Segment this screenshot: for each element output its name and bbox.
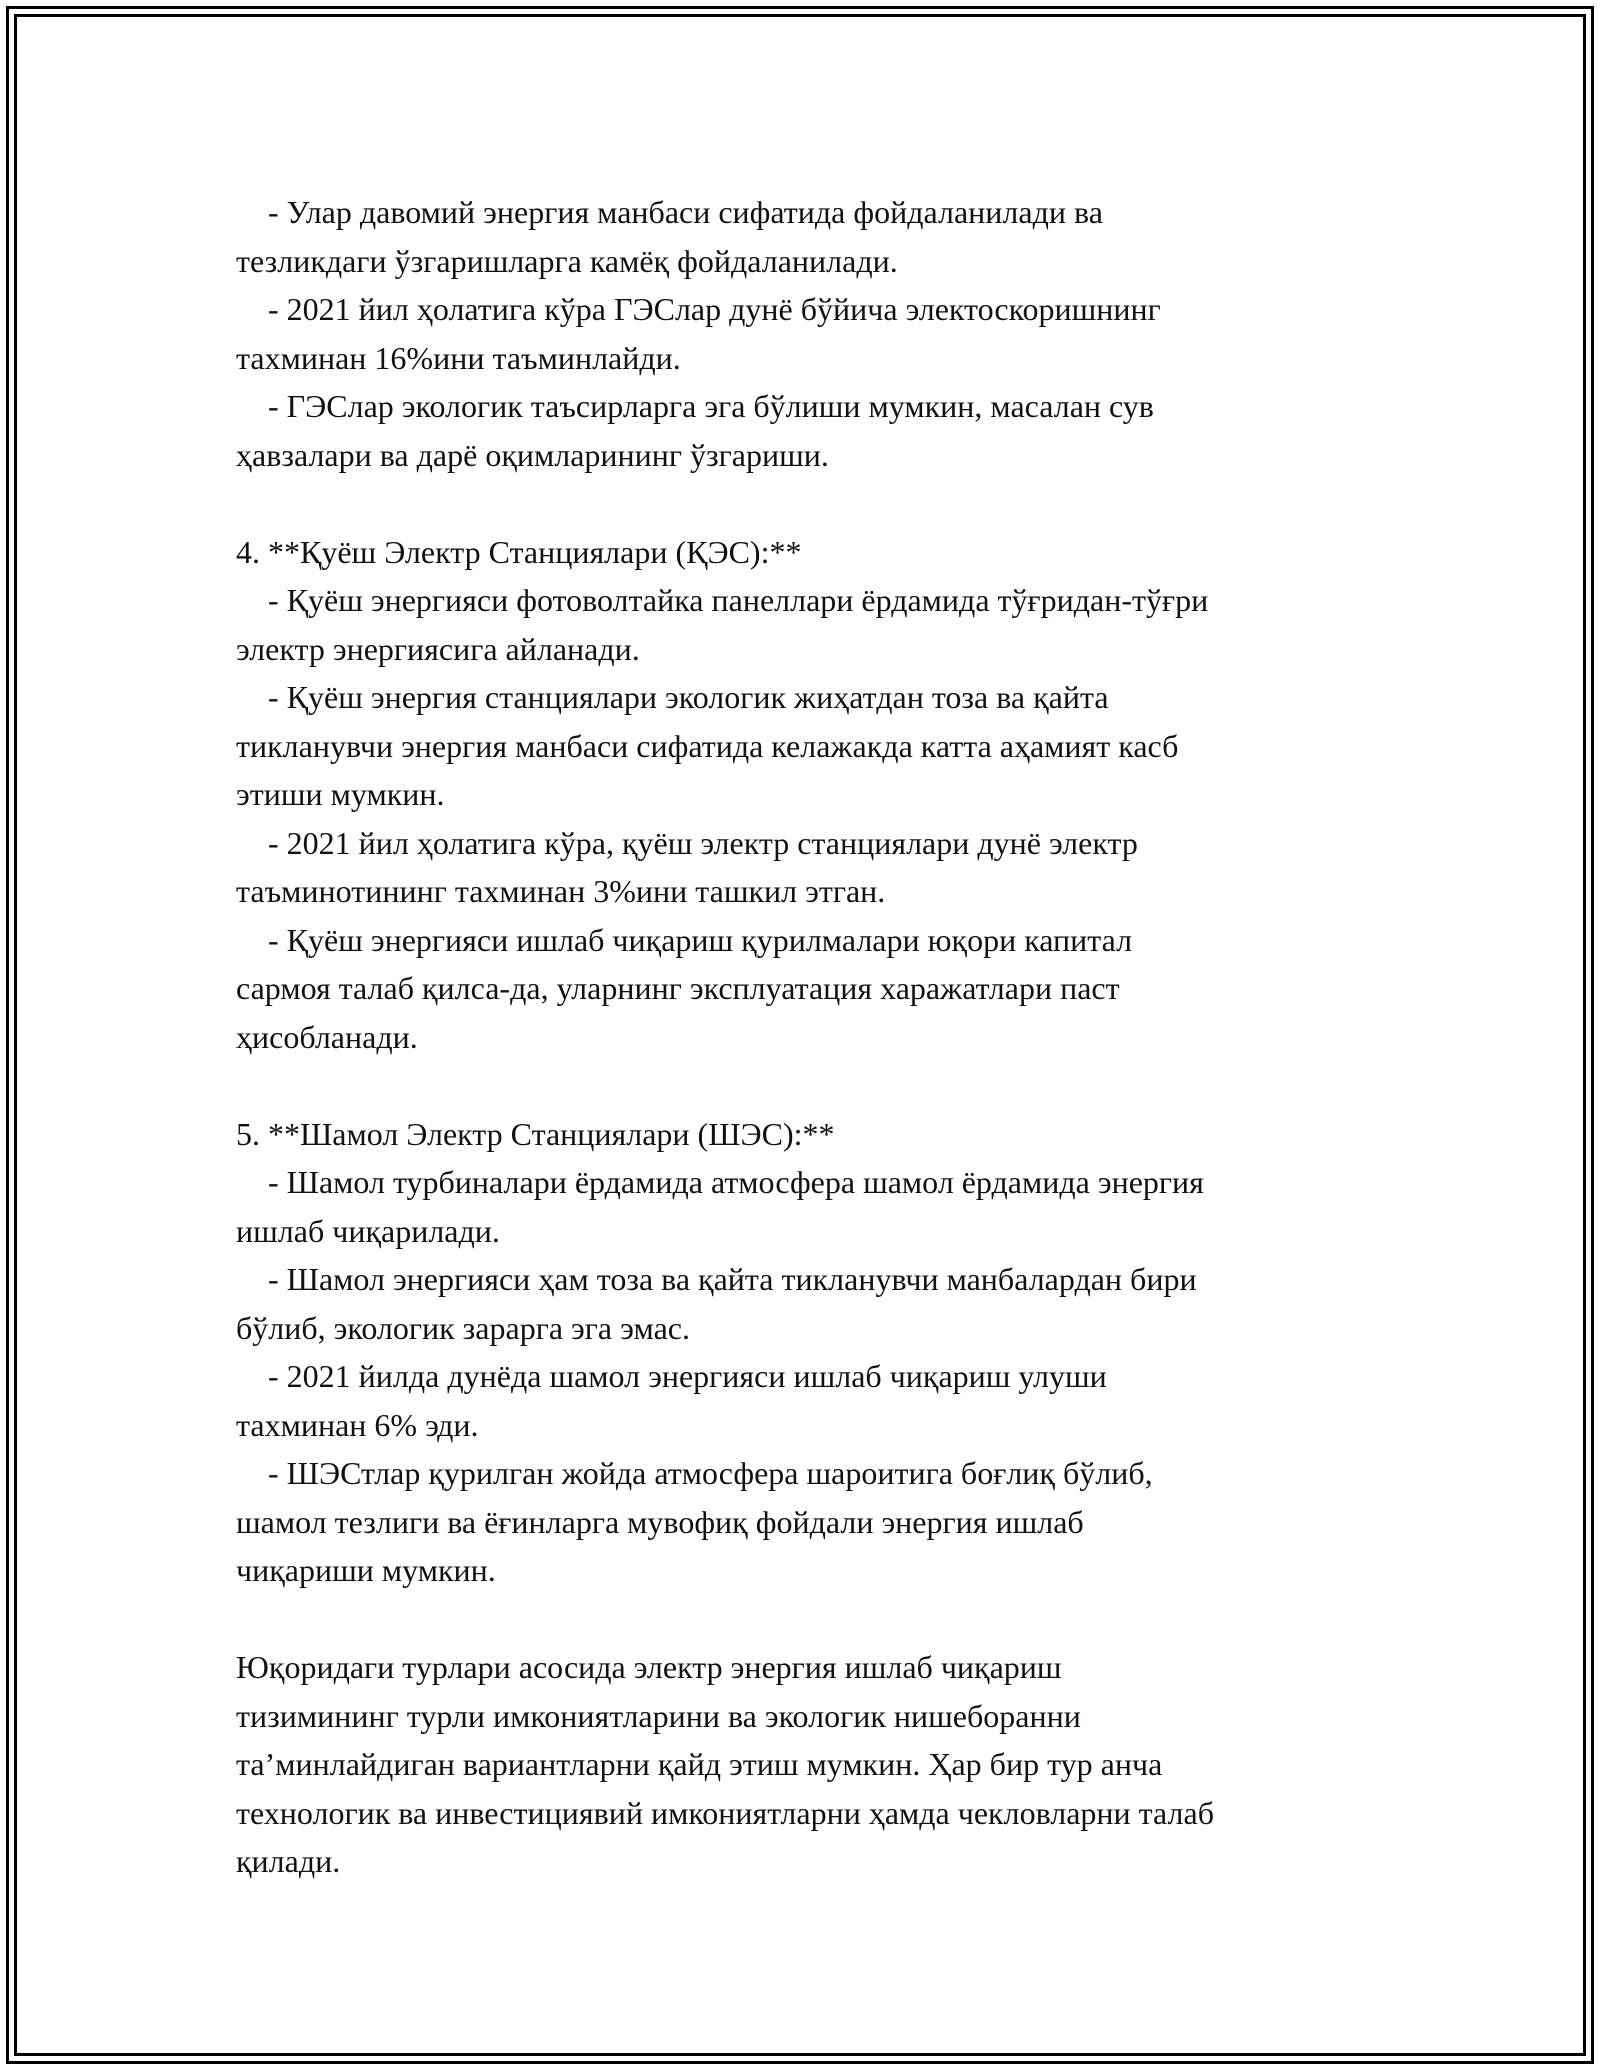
text-line: - 2021 йилда дунёда шамол энергияси ишлаб чиқариш улуши <box>236 1358 1107 1394</box>
text-line: Юқоридаги турлари асосида электр энергия ишлаб чиқариш <box>236 1649 1062 1685</box>
text-line: - Қуёш энергияси фотоволтайка панеллари ёрдамида тўғридан-тўғри <box>236 582 1209 618</box>
text-line: технологик ва инвестициявий имкониятларни ҳамда чекловларни талаб <box>236 1794 1214 1831</box>
text-line: - ГЭСлар экологик таъсирларга эга бўлиши мумкин, масалан сув <box>236 388 1154 424</box>
text-line: қилади. <box>236 1843 341 1879</box>
text-line: таъминотининг тахминан 3%ини ташкил этган. <box>236 873 886 909</box>
text-line: шамол тезлиги ва ёғинларга мувофиқ фойдали энергия ишлаб <box>236 1503 1084 1540</box>
text-line: сармоя талаб қилса-да, уларнинг эксплуатация харажатлари паст <box>236 970 1120 1006</box>
text-line: - 2021 йил ҳолатига кўра, қуёш электр станциялари дунё электр <box>236 824 1138 861</box>
blank-line <box>236 479 1376 528</box>
text-line: - Шамол энергияси ҳам тоза ва қайта тикланувчи манбалардан бири <box>236 1261 1197 1297</box>
text-line: - Шамол турбиналари ёрдамида атмосфера шамол ёрдамида энергия <box>236 1164 1204 1200</box>
text-line: ишлаб чиқарилади. <box>236 1212 500 1249</box>
text-line: тезликдаги ўзгаришларга камёқ фойдаланилади. <box>236 242 898 279</box>
text-line: та’минлайдиган вариантларни қайд этиш мумкин. Ҳар бир тур анча <box>236 1746 1163 1782</box>
text-line: 4. **Қуёш Электр Станциялари (ҚЭС):** <box>236 533 802 570</box>
text-line: 5. **Шамол Электр Станциялари (ШЭС):** <box>236 1115 835 1152</box>
blank-line <box>236 1595 1376 1644</box>
text-line: чиқариши мумкин. <box>236 1552 496 1588</box>
text-line: ҳавзалари ва дарё оқимларининг ўзгариши. <box>236 436 829 473</box>
text-line: - Қуёш энергияси ишлаб чиқариш қурилмалари юқори капитал <box>236 921 1133 958</box>
blank-line <box>236 1061 1376 1110</box>
text-line: тизимининг турли имкониятларини ва экологик нишеборанни <box>236 1697 1081 1734</box>
text-line: тахминан 16%ини таъминлайди. <box>236 339 681 376</box>
text-line: тахминан 6% эди. <box>236 1406 479 1443</box>
text-line: - 2021 йил ҳолатига кўра ГЭСлар дунё бўйича электоскоришнинг <box>236 291 1161 327</box>
text-line: ҳисобланади. <box>236 1018 418 1055</box>
text-line: этиши мумкин. <box>236 776 445 812</box>
text-line: бўлиб, экологик зарарга эга эмас. <box>236 1309 690 1346</box>
document-body <box>236 188 1376 1886</box>
text-line: - ШЭСтлар қурилган жойда атмосфера шароитига боғлиқ бўлиб, <box>236 1455 1153 1491</box>
text-line: - Улар давомий энергия манбаси сифатида фойдаланилади ва <box>236 194 1103 230</box>
text-line: тикланувчи энергия манбаси сифатида келажакда катта аҳамият касб <box>236 727 1179 764</box>
text-line: электр энергиясига айланади. <box>236 630 640 667</box>
text-line: - Қуёш энергия станциялари экологик жиҳатдан тоза ва қайта <box>236 679 1109 715</box>
